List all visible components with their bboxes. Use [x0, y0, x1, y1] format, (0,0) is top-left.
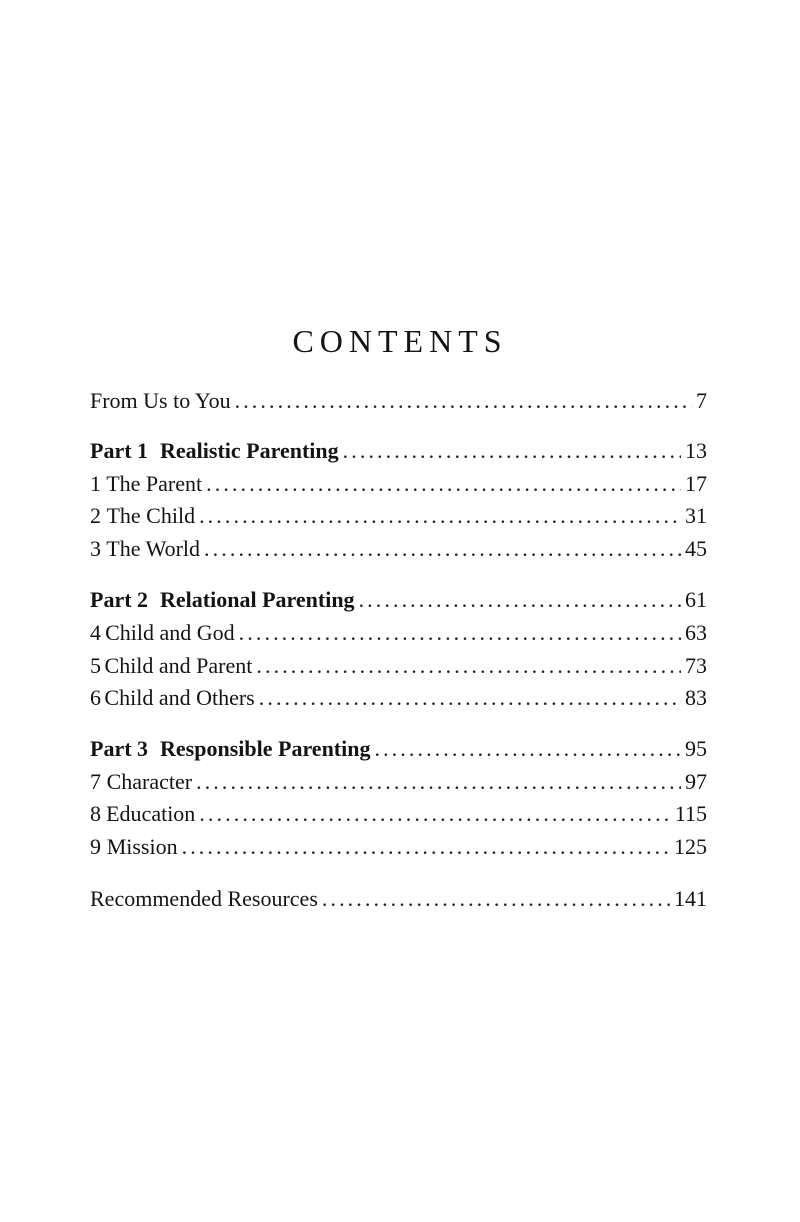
dot-leader: [204, 534, 681, 564]
page-number: 13: [685, 438, 707, 463]
part-number: Part 3: [90, 736, 149, 761]
page-number: 73: [685, 653, 707, 678]
toc-chapter-entry: [90, 618, 707, 648]
toc-chapter-entry: [90, 501, 707, 531]
page-number: 7: [696, 388, 707, 413]
chapter-number: 6: [90, 685, 101, 710]
toc-chapter-entry: [90, 683, 707, 713]
page-number: 97: [685, 769, 707, 794]
dot-leader: [322, 884, 670, 914]
page-number: 63: [685, 620, 707, 645]
toc-entry: [90, 386, 707, 416]
chapter-number: 1: [90, 471, 101, 496]
entry-title: The World: [106, 536, 201, 561]
toc-part-entry: [90, 585, 707, 615]
chapter-number: 2: [90, 503, 101, 528]
dot-leader: [256, 651, 681, 681]
entry-title: Recommended Resources: [90, 886, 318, 911]
page-number: 95: [685, 736, 707, 761]
dot-leader: [359, 585, 681, 615]
toc-chapter-entry: [90, 799, 707, 829]
chapter-number: 8: [90, 801, 101, 826]
part-number: Part 1: [90, 438, 149, 463]
entry-title: Child and Parent: [104, 653, 253, 678]
entry-title: From Us to You: [90, 388, 231, 413]
toc-chapter-entry: [90, 534, 707, 564]
dot-leader: [206, 469, 681, 499]
dot-leader: [343, 436, 681, 466]
dot-leader: [199, 799, 671, 829]
entry-title: The Parent: [106, 471, 203, 496]
entry-title: The Child: [106, 503, 196, 528]
dot-leader: [196, 767, 681, 797]
entry-title: Relational Parenting: [160, 587, 355, 612]
toc-chapter-entry: [90, 832, 707, 862]
entry-title: Mission: [106, 834, 178, 859]
toc-part-entry: [90, 436, 707, 466]
page-number: 141: [674, 886, 707, 911]
dot-leader: [239, 618, 681, 648]
page-number: 83: [685, 685, 707, 710]
part-number: Part 2: [90, 587, 149, 612]
page-number: 61: [685, 587, 707, 612]
entry-title: Realistic Parenting: [160, 438, 339, 463]
toc-chapter-entry: [90, 651, 707, 681]
page-number: 17: [685, 471, 707, 496]
dot-leader: [259, 683, 681, 713]
page-title: CONTENTS: [292, 323, 508, 360]
dot-leader: [199, 501, 681, 531]
entry-title: Education: [106, 801, 196, 826]
page-number: 45: [685, 536, 707, 561]
dot-leader: [182, 832, 670, 862]
dot-leader: [235, 386, 692, 416]
page-number: 115: [674, 801, 707, 826]
toc-chapter-entry: [90, 469, 707, 499]
page-number: 31: [685, 503, 707, 528]
entry-title: Responsible Parenting: [160, 736, 371, 761]
chapter-number: 3: [90, 536, 101, 561]
entry-title: Character: [106, 769, 193, 794]
page-number: 125: [674, 834, 707, 859]
chapter-number: 7: [90, 769, 101, 794]
entry-title: Child and God: [105, 620, 235, 645]
toc-chapter-entry: [90, 767, 707, 797]
toc-part-entry: [90, 734, 707, 764]
chapter-number: 4: [90, 620, 101, 645]
chapter-number: 5: [90, 653, 101, 678]
entry-title: Child and Others: [104, 685, 255, 710]
chapter-number: 9: [90, 834, 101, 859]
dot-leader: [374, 734, 681, 764]
toc-entry: [90, 884, 707, 914]
